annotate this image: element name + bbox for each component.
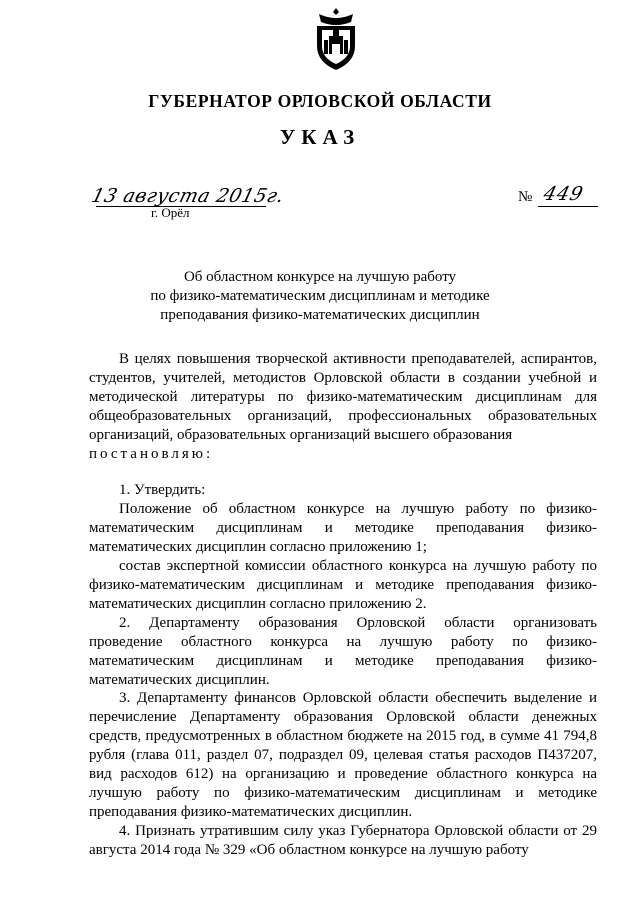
item-1-commission: состав экспертной комиссии областного конкурса на лучшую работу по физико-математическим дисциплинам и методике преподавания физико-математических дисциплин согласно приложению 2. xyxy=(89,558,597,612)
item-2: 2. Департаменту образования Орловской области организовать проведение областного конкурса на лучшую работу по физико-математическим дисциплинам и методике преподавания физико-математических дисциплин. xyxy=(89,614,597,688)
item-4: 4. Признать утратившим силу указ Губернатора Орловской области от 29 августа 2014 года № 329 «Об областном конкурсе на лучшую работу xyxy=(89,822,597,858)
document-number: 449 xyxy=(541,183,587,205)
resolve-word: постановляю: xyxy=(89,445,214,462)
item-3: 3. Департаменту финансов Орловской области обеспечить выделение и перечисление Департаменту образования Орловской области денежных средств, предусмотренных в областном бюджете на 2015 год, в сумме 41 794,8 рубля (глава 011, раздел 07, подраздел 09, целевая статья расходов П437207, вид расходов 612) на организацию и проведение областного конкурса на лучшую работу по физико-математическим дисциплинам и методике преподавания физико-математических дисциплин. xyxy=(89,690,597,820)
document-title xyxy=(0,268,640,325)
coat-of-arms-icon xyxy=(313,6,359,72)
document-type: УКАЗ xyxy=(279,125,361,149)
signed-date: 13 августа 2015г. xyxy=(89,185,287,207)
title-line: преподавания физико-математических дисциплин xyxy=(160,307,480,323)
title-line: по физико-математическим дисциплинам и методике xyxy=(150,288,490,304)
item-1: 1. Утвердить: xyxy=(119,482,206,499)
document-body xyxy=(89,350,597,860)
paragraph-gap xyxy=(89,463,597,481)
issuing-authority: ГУБЕРНАТОР ОРЛОВСКОЙ ОБЛАСТИ xyxy=(148,91,492,111)
item-1-regulation: Положение об областном конкурсе на лучшую работу по физико-математическим дисциплинам и методике преподавания физико-математических дисциплин согласно приложению 1; xyxy=(89,501,597,556)
number-underline xyxy=(538,206,598,207)
number-label: № xyxy=(518,189,533,205)
intro-paragraph: В целях повышения творческой активности преподавателей, аспирантов, студентов, учителей, методистов Орловской области в создании учебной и методической литературы по физико-математическим дисциплинам для общеобразовательных организаций, профессиональных образовательных организаций, образовательных организаций высшего образования xyxy=(89,351,597,443)
title-line: Об областном конкурсе на лучшую работу xyxy=(183,269,457,285)
city: г. Орёл xyxy=(151,205,190,220)
